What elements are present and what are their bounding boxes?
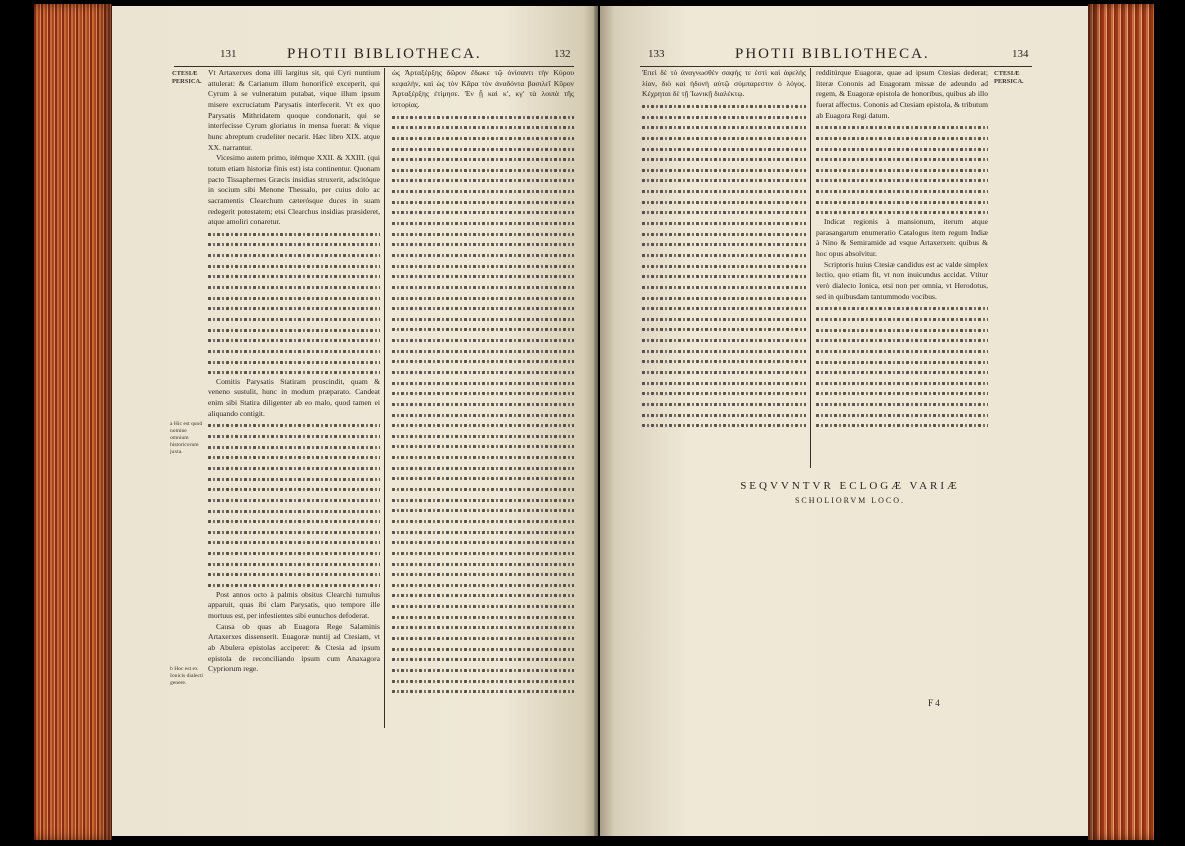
right-page (600, 6, 1088, 836)
latin-paragraph: Causa ob quas ab Euagora Rege Salaminis Artaxerxes dissenserit. Euagoræ nuntij ad Ctesiam, vt ab Abulera epistolas acciperet: & Ctesia ad ipsum epistola de reconciliando ipsum cum Anaxagora Cypriorum rege. (208, 621, 380, 674)
footnote: a Hic est quod nomine omnium historicorum juxta. (170, 421, 203, 455)
latin-paragraph: Comitis Parysatis Statiram proscindit, quam & veneno sustulit, hunc in modum præparato. Candeat enim sibi Statira diligenter ab eo malo, quod tamen ei aliquando contigit. (208, 376, 380, 418)
header-rule (174, 66, 574, 67)
greek-column (642, 68, 806, 430)
margin-title: CTESIÆ PERSICA. (994, 70, 1024, 85)
latin-paragraph: Post annos octo à palmis obsitus Clearchi tumulus apparuit, quas ibi clam Parysatis, quo tempore ille mortuus est, per infestientes sibi eunuchos defoderat. (208, 589, 380, 620)
greek-paragraph: Ἐπεὶ δὲ τὸ ἀναγνωσθὲν σαφὴς τε ἐστὶ καὶ ἀφελὴς λίαν, διὸ καὶ ἡδονὴ αὐτῷ σύμπαρεστιν ὁ λόγος. Κέχρηται δὲ τῇ Ἰωνικῇ διαλέκτῳ. (642, 68, 806, 99)
latin-opening: Vt Artaxerxes dona illi largitus sit, qui Cyri nuntium attulerat: & Carianum illum honorificè exceperit, qui Cyrum à se vulneratum putabat, vique illum ipsum misere excruciatum Parysatis interfecerit. Vt ex quo Parysatis Mithridatem quoque condonarit, qui se interfecisse Cyrum gloriatus in mensa fuerat: & vique hunc abreptum crudeliter necarit. Hæc libro XIX. atque XX. narrantur. (208, 68, 380, 152)
latin-paragraph: Vicesimo autem primo, itémque XXII. & XXIII. (qui totum etiam historiæ finis est) ista continentur. Quonam pacto Tissaphernes Græcis insidias struxerit, adscitóque in socium sibi Menone Thessalo, per cuius dolo ac sacramentis Clearchum cæterósque duces in suam redegerit potestatem; etsi Clearchus insidias præsideret, atque amoliri conaretur. (208, 153, 380, 227)
margin-title: CTESIÆ PERSICA. (172, 70, 202, 85)
column-divider (384, 68, 385, 728)
left-page-edges (34, 4, 112, 840)
page-number: 132 (554, 48, 571, 60)
latin-paragraph: Scriptoris huius Ctesiæ candidus est ac valde simplex lectio, quo etiam fit, vt non inuicundus accidat. Vtitur verò dialecto Ionica, etsi non per omnia, vt Herodotus, sed in quibusdam tantummodo vocibus. (816, 259, 988, 301)
page-number: 134 (1012, 48, 1029, 60)
running-head: PHOTII BIBLIOTHECA. (287, 46, 482, 62)
latin-column (208, 68, 380, 675)
greek-paragraph: ὡς Ἀρταξέρξης δῶρον ἔδωκε τῷ ὀνίσαντι τὴν Κύρου κεφαλήν, καὶ ὡς τὸν Κᾶρα τὸν ἀναδόντα βασιλεῖ Κῦρον Ἀρταξέρξης ἐτίμησε. Ἐν ᾗ καὶ κʹ, κγʹ τὰ λοιπὰ τῆς ἱστορίας. (392, 68, 574, 109)
header-rule (640, 66, 1032, 67)
signature-mark: F 4 (928, 698, 940, 708)
closing-heading: SEQVVNTVR ECLOGÆ VARIÆ (740, 480, 960, 492)
right-page-edges (1088, 4, 1154, 840)
column-divider (810, 68, 811, 468)
left-page (112, 6, 598, 836)
closing-subheading: SCHOLIORVM LOCO. (794, 496, 906, 505)
page-number: 131 (220, 48, 237, 60)
running-head: PHOTII BIBLIOTHECA. (735, 46, 930, 62)
latin-paragraph: Indicat regionis à mansionum, iterum atque parasangarum enumeratio Catalogus item regum Indiæ à Nino & Semiramide ad vsque Artaxerxen: quibus & hoc opus absolvitur. (816, 217, 988, 259)
latin-paragraph: redditúrque Euagoræ, quae ad ipsum Ctesias dederat; literæ Cononis ad Euagoram missæ de adeundo ad regem, & Euagoræ epistola de honoribus, quibus ab illo fuerat affectus. Cononis ad Ctesiam epistola, & tributum ab Euagora Regi datum. (816, 68, 988, 120)
page-number: 133 (648, 48, 665, 60)
latin-column (816, 68, 988, 430)
footnote: b Hoc est ex Ionicis dialecti genere. (170, 666, 204, 686)
greek-column (392, 68, 574, 696)
